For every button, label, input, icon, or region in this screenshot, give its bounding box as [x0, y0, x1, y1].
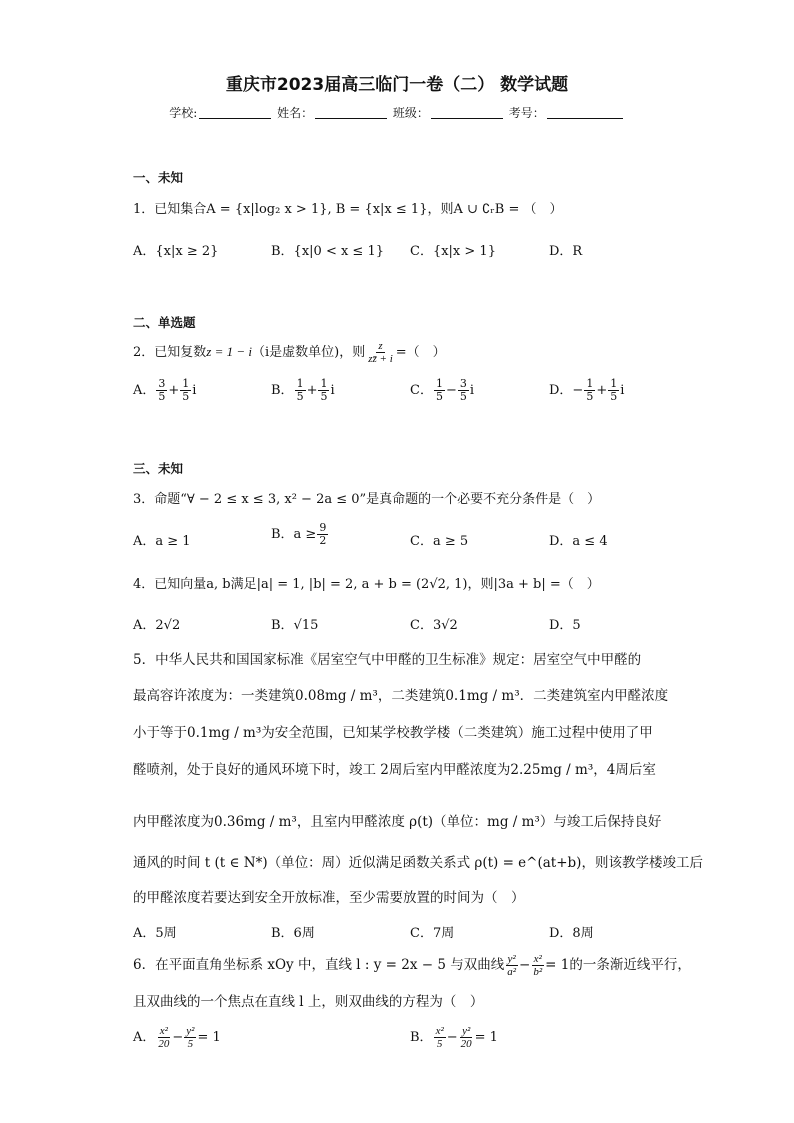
question-2-option-b: B． $\frac{1}{5}$ + $\frac{1}{5}$ i — [271, 377, 335, 403]
q2-stem-mid: （i是虚数单位)，则 — [252, 345, 366, 360]
question-5-option-c: C．7周 — [410, 926, 455, 941]
section-heading-3: 三、未知 — [133, 461, 184, 476]
question-1-option-c: C．{x|x > 1} — [410, 244, 496, 259]
name-blank[interactable] — [315, 106, 387, 119]
question-6-option-a: A． $\frac{\text{x²}}{20}$ − $\frac{\text{y²}}{5}$ = 1 — [133, 1025, 221, 1050]
question-6-line-2: 且双曲线的一个焦点在直线 l 上，则双曲线的方程为（ ） — [133, 994, 484, 1010]
q2-stem-num: z — [378, 340, 383, 352]
question-3-option-d: D．a ≤ 4 — [549, 534, 608, 549]
question-5-line-1: 5．中华人民共和国国家标准《居室空气中甲醛的卫生标准》规定：居室空气中甲醛的 — [133, 652, 642, 668]
class-label: 班级： — [392, 106, 429, 120]
question-5-line-2: 最高容许浓度为：一类建筑0.08mg / m³，二类建筑0.1mg / m³．二类建筑室内甲醛浓度 — [133, 688, 669, 704]
question-5-line-7: 的甲醛浓度若要达到安全开放标准，至少需要放置的时间为（ ） — [133, 890, 525, 906]
school-blank[interactable] — [199, 106, 271, 119]
question-5-option-d: D．8周 — [549, 926, 594, 941]
page-title: 重庆市2023届高三临门一卷（二） 数学试题 — [225, 75, 569, 95]
question-1-option-b: B．{x|0 < x ≤ 1} — [271, 244, 384, 259]
question-2-stem — [133, 340, 446, 365]
question-4-stem: 4．已知向量a, b满足|a| = 1, |b| = 2, a + b = (2√2, 1)，则|3a + b| =（ ） — [133, 577, 600, 592]
question-6-option-b: B． $\frac{\text{x²}}{5}$ − $\frac{\text{y²}}{20}$ = 1 — [410, 1025, 498, 1050]
question-5-option-b: B．6周 — [271, 926, 315, 941]
exam-number-label: 考号： — [508, 106, 545, 120]
question-3-option-c: C．a ≥ 5 — [410, 534, 469, 549]
question-4-option-a: A．2√2 — [133, 618, 181, 633]
question-5-line-5: 内甲醛浓度为0.36mg / m³，且室内甲醛浓度 ρ(t)（单位：mg / m³）与竣工后保持良好 — [133, 814, 662, 830]
student-info-row — [0, 104, 794, 121]
question-5-line-4: 醛喷剂，处于良好的通风环境下时，竣工 2周后室内甲醛浓度为2.25mg / m³，4周后室 — [133, 762, 656, 778]
school-label: 学校: — [169, 106, 198, 120]
class-blank[interactable] — [431, 106, 503, 119]
section-heading-2: 二、单选题 — [133, 315, 196, 330]
question-1-stem: 1．已知集合A = {x|log₂ x > 1}, B = {x|x ≤ 1}，则A ∪ ∁ᵣB = （ ） — [133, 202, 563, 217]
q2-stem-post: =（ ） — [395, 345, 446, 360]
question-4-option-d: D．5 — [549, 618, 581, 633]
question-5-line-3: 小于等于0.1mg / m³为安全范围，已知某学校教学楼（二类建筑）施工过程中使用了甲 — [133, 725, 653, 741]
question-1-option-a: A．{x|x ≥ 2} — [133, 244, 219, 259]
question-2-option-d: D．− $\frac{1}{5}$ + $\frac{1}{5}$ i — [549, 377, 625, 403]
question-3-option-a: A．a ≥ 1 — [133, 534, 191, 549]
question-2-option-c: C． $\frac{1}{5}$ − $\frac{3}{5}$ i — [410, 377, 475, 403]
q2-stem-pre: 2．已知复数 — [133, 345, 207, 360]
name-label: 姓名： — [277, 106, 314, 120]
q2-stem-den: zz̄ + i — [368, 353, 393, 365]
question-1-option-d: D．R — [549, 244, 583, 259]
section-heading-1: 一、未知 — [133, 170, 184, 185]
question-2-option-a: A． $\frac{3}{5}$ + $\frac{1}{5}$ i — [133, 377, 197, 403]
exam-number-blank[interactable] — [547, 106, 623, 119]
question-4-option-b: B．√15 — [271, 618, 319, 633]
q2-stem-z: z = 1 − i — [206, 344, 252, 359]
question-6-line-1: 6．在平面直角坐标系 xOy 中，直线 l : y = 2x − 5 与双曲线 $\frac{\text{y²}}{\text{a²}}$ − $\frac{\text{x²}}{\text{b²}}$ = 1的一条渐近线平行， — [133, 953, 691, 978]
question-5-line-6: 通风的时间 t (t ∈ N*)（单位：周）近似满足函数关系式 ρ(t) = e^(at+b)，则该教学楼竣工后 — [133, 855, 703, 871]
question-3-stem: 3．命题“∀ − 2 ≤ x ≤ 3, x² − 2a ≤ 0”是真命题的一个必要不充分条件是（ ） — [133, 492, 601, 507]
question-3-option-b: B．a ≥ $\frac{9}{2}$ — [271, 521, 327, 547]
question-4-option-c: C．3√2 — [410, 618, 458, 633]
question-5-option-a: A．5周 — [133, 926, 177, 941]
